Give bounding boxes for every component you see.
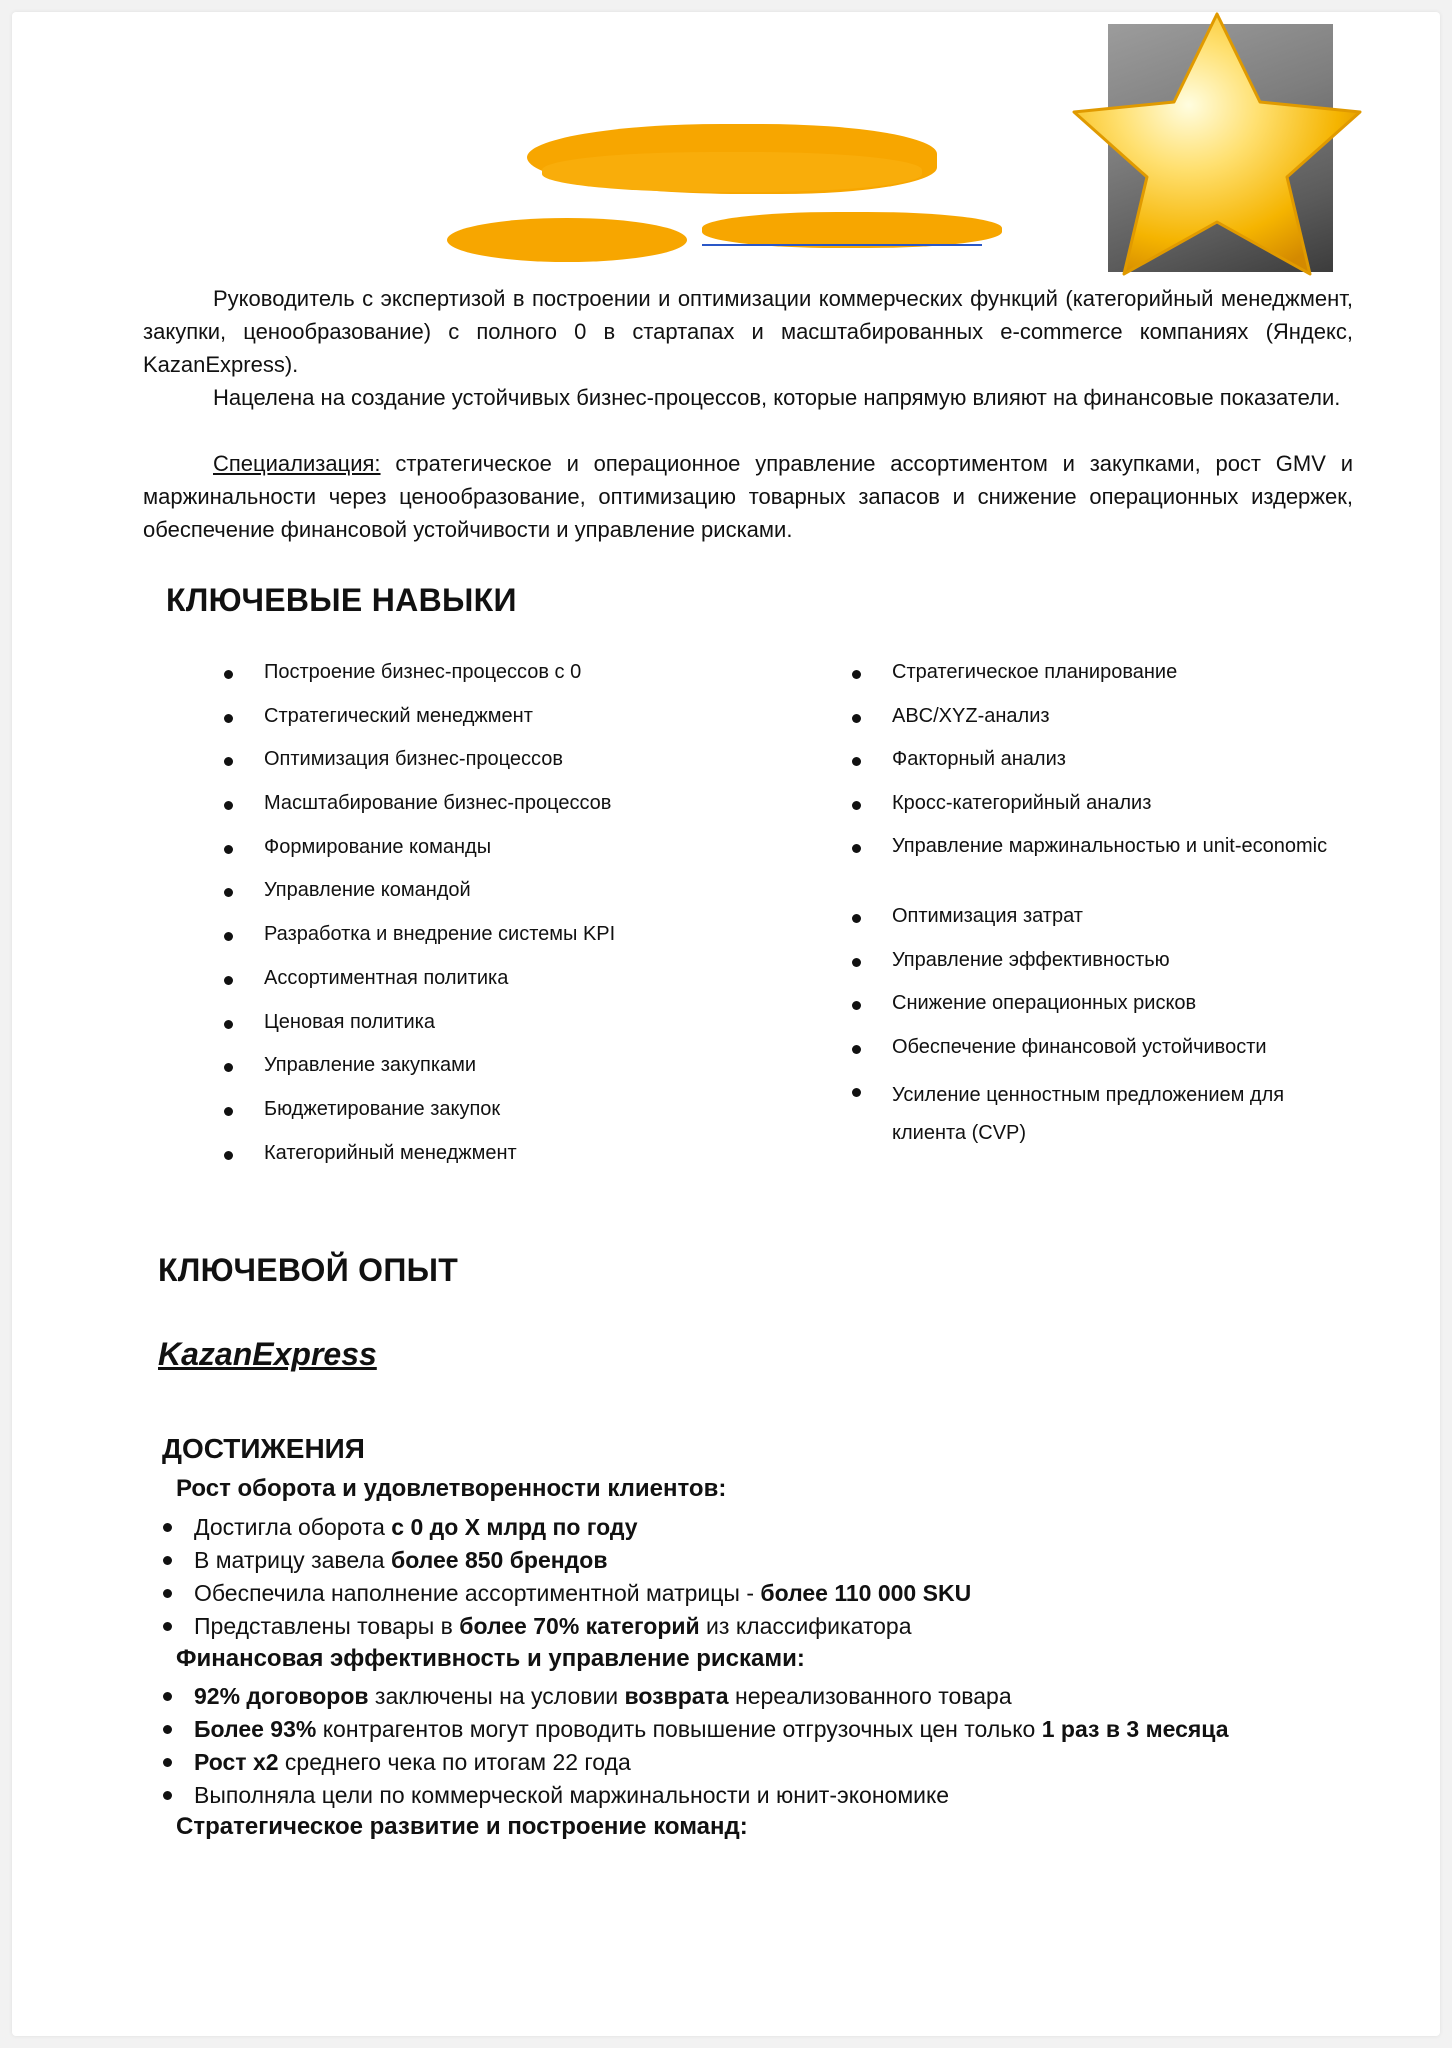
bullet-icon: [224, 932, 233, 941]
bullet-icon: [224, 714, 233, 723]
resume-page: [12, 12, 1440, 2036]
bullet-icon: [224, 845, 233, 854]
bullet-icon: [163, 1692, 172, 1701]
skill-item: [892, 702, 1332, 746]
achievement-text: среднего чека по итогам 22 года: [278, 1749, 631, 1775]
achievement-highlight: Рост х2: [194, 1749, 279, 1775]
skill-label: Управление командой: [264, 879, 471, 902]
skill-item: [264, 1139, 615, 1183]
achievement-item: [194, 1577, 971, 1610]
bullet-icon: [224, 976, 233, 985]
skill-label: Обеспечение финансовой устойчивости: [892, 1035, 1267, 1058]
specialization-text: стратегическое и операционное управление ассортиментом и закупками, рост GMV и маржинальности через ценообразование, оптимизацию товарных запасов и снижение операционных издержек, обеспечение финансовой устойчивости и управление рисками.: [143, 451, 1353, 542]
achievement-item: [194, 1511, 971, 1544]
achievements-heading: ДОСТИЖЕНИЯ: [162, 1433, 365, 1464]
group-heading-strategy: Стратегическое развитие и построение команд:: [176, 1813, 748, 1840]
achievement-highlight: более 110 000 SKU: [760, 1580, 972, 1606]
skills-left-list: [264, 658, 615, 1182]
achievement-item: [194, 1779, 1229, 1812]
bullet-icon: [224, 1151, 233, 1160]
skill-item: [892, 1033, 1332, 1077]
skill-item: [892, 902, 1332, 946]
achievement-text: Обеспечила наполнение ассортиментной матрицы -: [194, 1580, 761, 1606]
skill-item: [892, 989, 1332, 1033]
achievement-highlight: 1 раз в 3 месяца: [1041, 1716, 1229, 1742]
achievement-highlight: более 70% категорий: [459, 1613, 700, 1639]
skills-heading: КЛЮЧЕВЫЕ НАВЫКИ: [166, 582, 517, 618]
bullet-icon: [224, 888, 233, 897]
skill-label: Оптимизация затрат: [892, 905, 1083, 927]
skill-label: Оптимизация бизнес-процессов: [264, 748, 563, 771]
achievement-item: [194, 1610, 971, 1643]
bullet-icon: [852, 914, 861, 923]
bullet-icon: [163, 1758, 172, 1767]
achievement-highlight: возврата: [624, 1683, 729, 1709]
achievement-highlight: с 0 до Х млрд по году: [391, 1514, 638, 1540]
bullet-icon: [852, 958, 861, 967]
achievement-text: Выполняла цели по коммерческой маржинальности и юнит-экономике: [194, 1782, 950, 1808]
intro-paragraph-1: Руководитель с экспертизой в построении и оптимизации коммерческих функций (категорийный менеджмент, закупки, ценообразование) с полного 0 в стартапах и масштабированных e-commerce компаниях (Яндекс, KazanExpress).: [143, 286, 1353, 377]
skill-label: Построение бизнес-процессов с 0: [264, 661, 582, 683]
achievement-text: нереализованного товара: [728, 1683, 1012, 1709]
bullet-icon: [852, 757, 861, 766]
skill-label: ABC/XYZ-анализ: [892, 704, 1050, 727]
skill-item: [264, 1051, 615, 1095]
bullet-icon: [224, 801, 233, 810]
skill-item: [264, 876, 615, 920]
skill-item: [892, 745, 1332, 789]
bullet-icon: [852, 714, 861, 723]
achievement-text: контрагентов могут проводить повышение отгрузочных цен только: [316, 1716, 1042, 1742]
skill-item: [264, 833, 615, 877]
achievement-text: Достигла оборота: [194, 1514, 392, 1540]
achievement-text: Представлены товары в: [194, 1613, 460, 1639]
skill-label: Управление закупками: [264, 1054, 477, 1077]
skill-item: [264, 745, 615, 789]
group-heading-finance: Финансовая эффективность и управление рисками:: [176, 1645, 805, 1672]
bullet-icon: [163, 1791, 172, 1800]
skill-label: Категорийный менеджмент: [264, 1141, 517, 1164]
company-name: KazanExpress: [158, 1336, 377, 1372]
skill-label: Управление маржинальностью и unit-economic: [892, 835, 1328, 857]
skill-label: Факторный анализ: [892, 748, 1066, 770]
intro-paragraph-3: [143, 447, 1353, 546]
skill-label: Ценовая политика: [264, 1010, 435, 1033]
skill-label: Масштабирование бизнес-процессов: [264, 792, 612, 815]
redaction-scribble-name-2: [542, 152, 922, 192]
skill-item: [892, 658, 1332, 702]
achievements-finance-list: [194, 1680, 1229, 1812]
skill-item: [264, 1095, 615, 1139]
skills-right-list: [892, 658, 1332, 1156]
skill-label: Управление эффективностью: [892, 948, 1170, 971]
skill-label: Усиление ценностным предложением для клиента (CVP): [892, 1084, 1285, 1144]
skill-item: [892, 789, 1332, 833]
skill-item: [264, 920, 615, 964]
bullet-icon: [852, 801, 861, 810]
bullet-icon: [852, 1045, 861, 1054]
skill-label: Стратегическое планирование: [892, 661, 1178, 683]
redaction-scribble-email: [702, 212, 1002, 248]
redaction-scribble-phone: [447, 218, 687, 262]
achievements-growth-list: [194, 1511, 971, 1643]
group-heading-growth: Рост оборота и удовлетворенности клиентов:: [176, 1475, 727, 1502]
skill-label: Снижение операционных рисков: [892, 992, 1197, 1014]
email-link-underline: [702, 244, 982, 246]
achievement-item: [194, 1544, 971, 1577]
bullet-icon: [224, 1020, 233, 1029]
skill-label: Кросс-категорийный анализ: [892, 791, 1152, 814]
achievement-highlight: более 850 брендов: [391, 1547, 608, 1573]
bullet-icon: [852, 1001, 861, 1010]
intro-paragraph-2: Нацелена на создание устойчивых бизнес-процессов, которые напрямую влияют на финансовые показатели.: [213, 385, 1341, 410]
bullet-icon: [163, 1523, 172, 1532]
skill-item: [892, 832, 1332, 902]
skill-label: Формирование команды: [264, 835, 492, 858]
specialization-label: Специализация:: [213, 451, 381, 476]
achievement-item: [194, 1713, 1229, 1746]
achievement-highlight: Более 93%: [194, 1716, 317, 1742]
achievement-item: [194, 1746, 1229, 1779]
bullet-icon: [224, 1107, 233, 1116]
achievement-text: В матрицу завела: [194, 1547, 391, 1573]
skill-label: Бюджетирование закупок: [264, 1097, 501, 1120]
skill-item: [264, 1008, 615, 1052]
bullet-icon: [224, 757, 233, 766]
experience-heading: КЛЮЧЕВОЙ ОПЫТ: [158, 1252, 459, 1288]
bullet-icon: [852, 670, 861, 679]
skill-item: [264, 702, 615, 746]
skill-label: Ассортиментная политика: [264, 966, 509, 989]
skill-item: [892, 946, 1332, 990]
bullet-icon: [852, 1088, 861, 1097]
bullet-icon: [163, 1622, 172, 1631]
bullet-icon: [163, 1589, 172, 1598]
bullet-icon: [163, 1556, 172, 1565]
star-sticker-icon: [1042, 12, 1392, 292]
skill-label: Стратегический менеджмент: [264, 704, 533, 727]
achievement-item: [194, 1680, 1229, 1713]
skill-item: [264, 964, 615, 1008]
achievement-text: из классификатора: [699, 1613, 912, 1639]
skill-item: [264, 658, 615, 702]
achievement-text: заключены на условии: [368, 1683, 625, 1709]
bullet-icon: [163, 1725, 172, 1734]
skill-label: Разработка и внедрение системы KPI: [264, 923, 616, 946]
bullet-icon: [224, 1063, 233, 1072]
bullet-icon: [852, 844, 861, 853]
bullet-icon: [224, 670, 233, 679]
skill-item: [264, 789, 615, 833]
achievement-highlight: 92% договоров: [194, 1683, 369, 1709]
skill-item: [892, 1076, 1332, 1156]
